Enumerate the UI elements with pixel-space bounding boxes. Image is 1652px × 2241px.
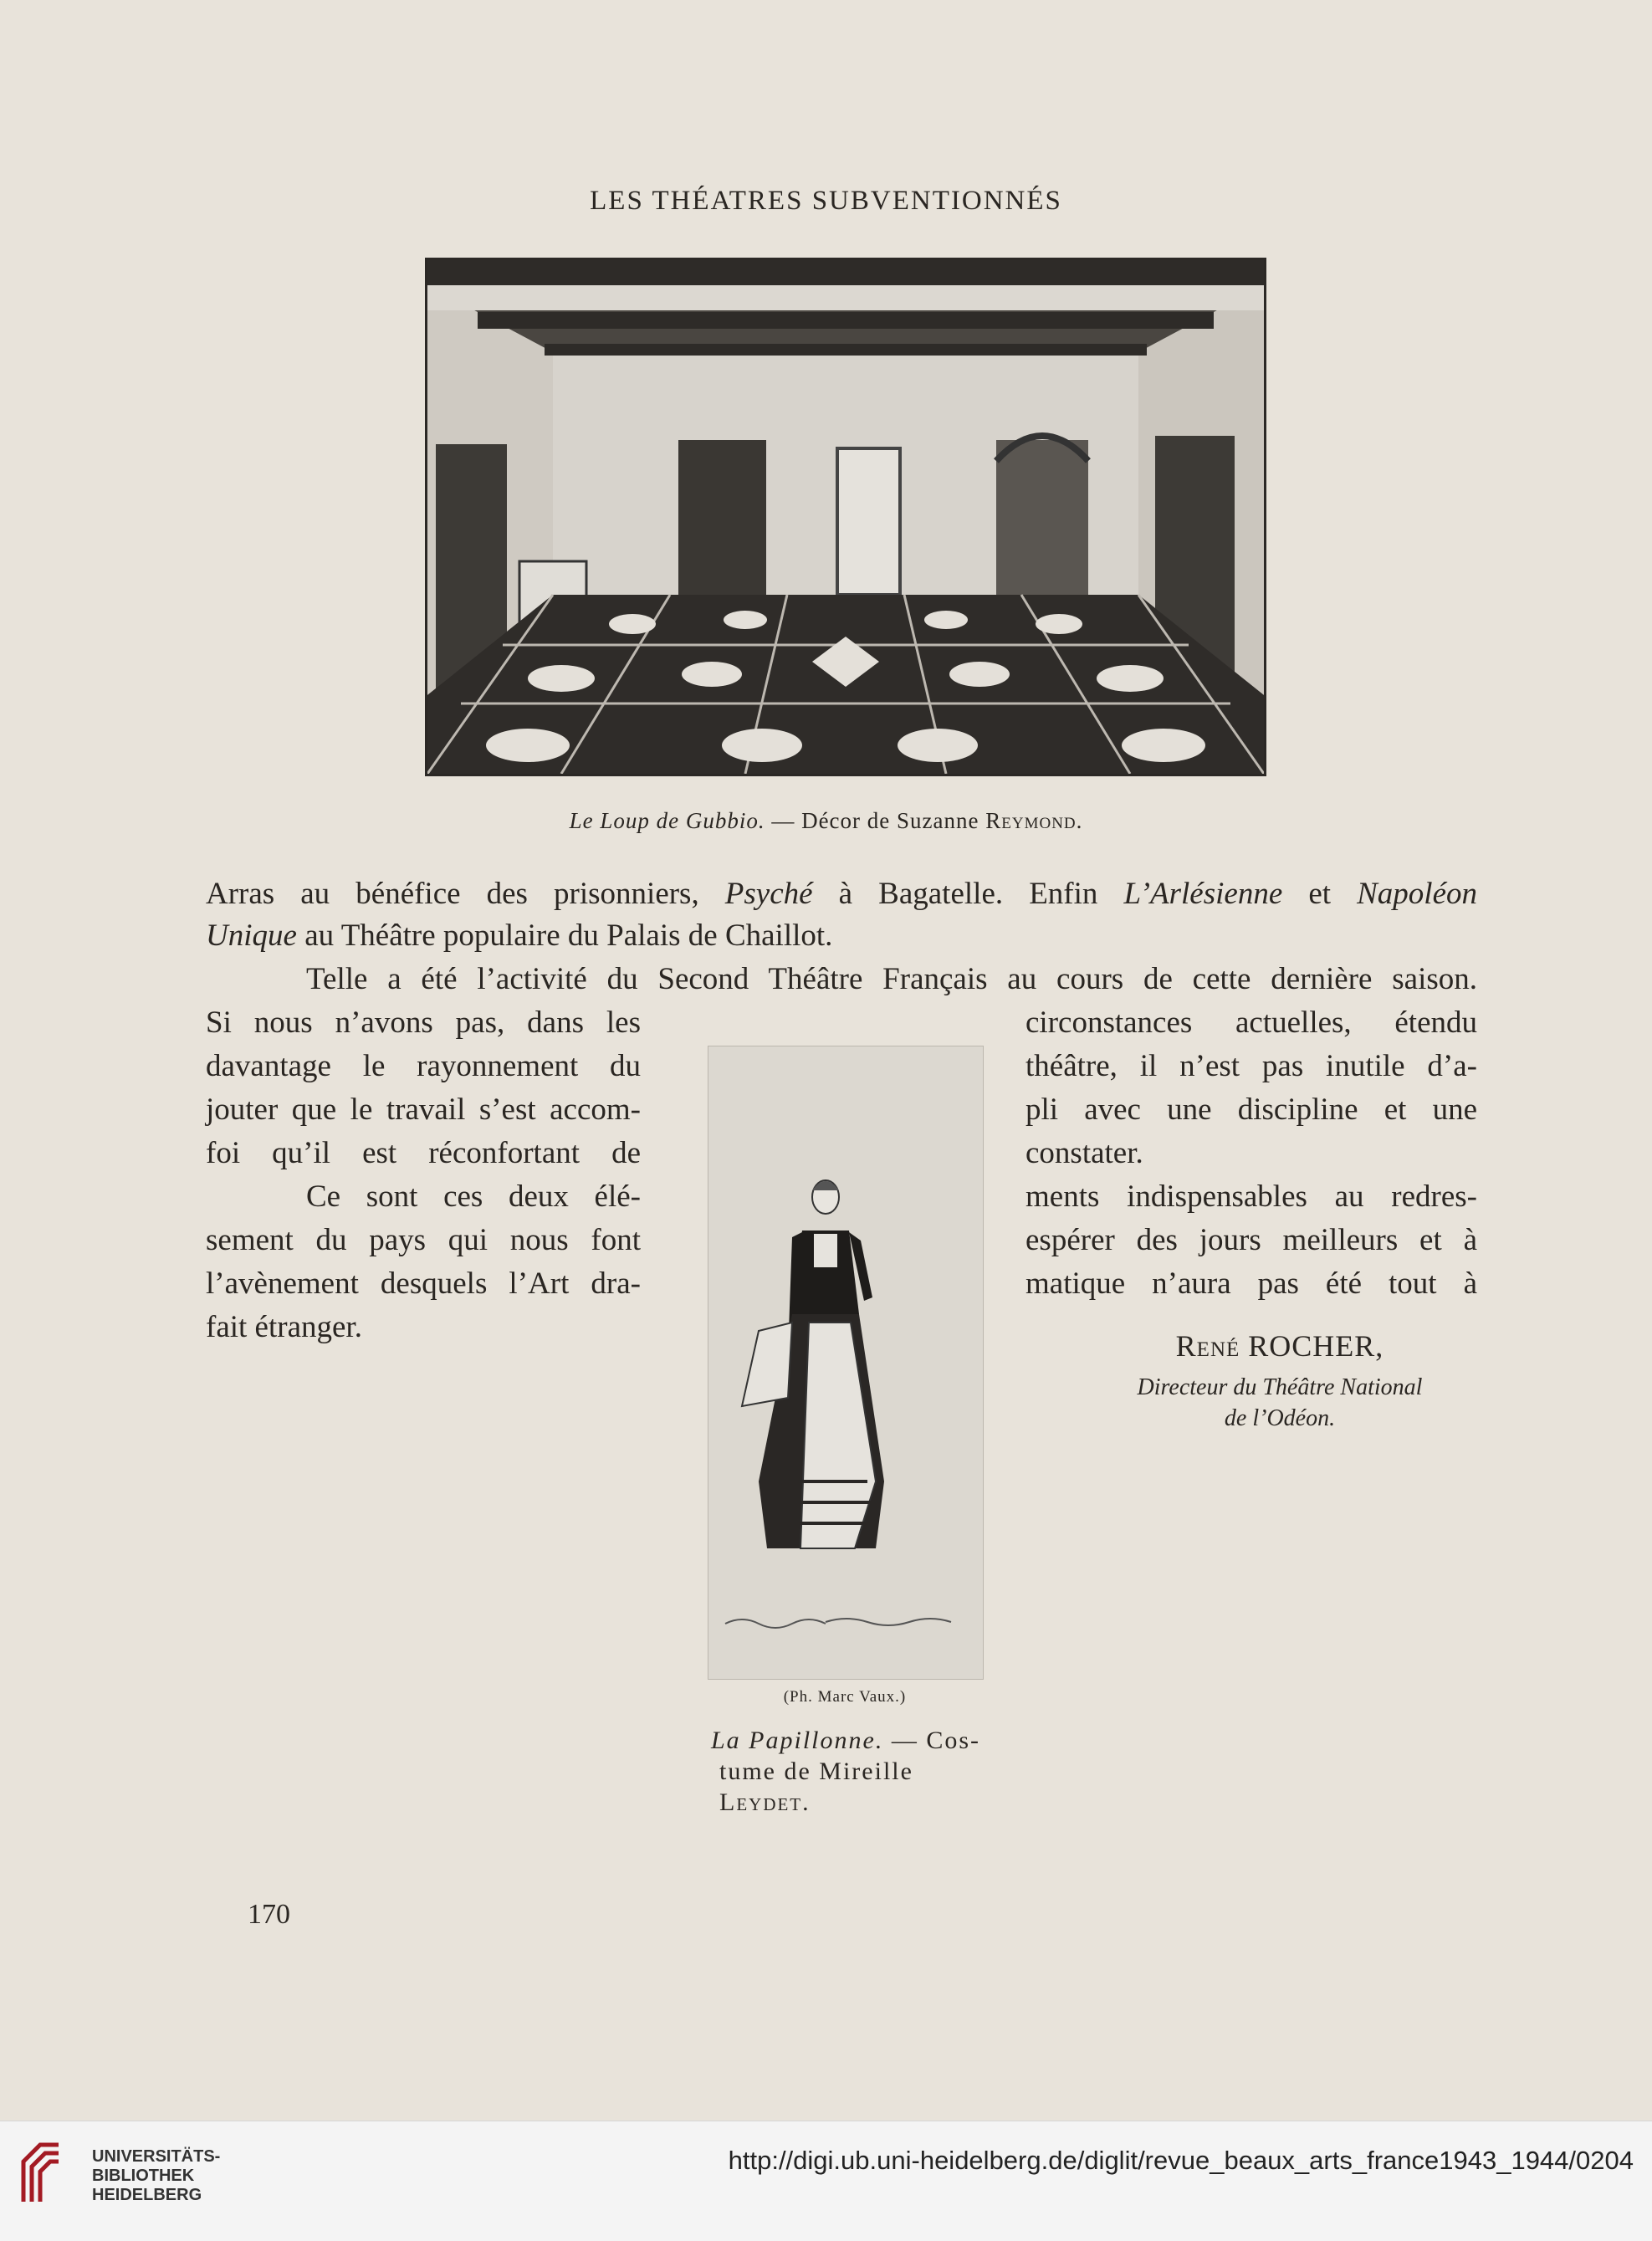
decor-illustration — [425, 258, 1266, 776]
author-last-name: ROCHER, — [1240, 1329, 1384, 1363]
right-column-line: circonstances actuelles, étendu — [1025, 1005, 1477, 1040]
figure-caption — [0, 808, 1652, 834]
text-run-italic: Unique — [206, 918, 297, 953]
right-column-line: espérer des jours meilleurs et à — [1025, 1223, 1477, 1257]
costume-drawing — [708, 1046, 983, 1679]
library-logo-icon — [20, 2136, 62, 2205]
caption-end: . — [1076, 808, 1083, 833]
caption-line — [711, 1725, 987, 1756]
caption-line — [711, 1787, 987, 1818]
paragraph-line: Telle a été l’activité du Second Théâtre Français au cours de cette dernière saison. — [306, 962, 1477, 996]
figure-caption — [711, 1725, 987, 1818]
left-column-line: Ce sont ces deux élé- — [306, 1179, 641, 1214]
author-role — [1037, 1372, 1522, 1434]
permalink-url[interactable]: http://digi.ub.uni-heidelberg.de/diglit/revue_beaux_arts_france1943_1944/0204 — [728, 2146, 1634, 2175]
left-column-line: fait étranger. — [206, 1310, 362, 1344]
costume-illustration — [708, 1046, 984, 1680]
text-run: Arras au bénéfice des prisonniers, — [206, 877, 725, 911]
right-column-line: théâtre, il n’est pas inutile d’a- — [1025, 1049, 1477, 1083]
paragraph-line — [206, 873, 1477, 915]
left-column-line: davantage le rayonnement du — [206, 1049, 641, 1083]
right-column-line: ments indispensables au redres- — [1025, 1179, 1477, 1214]
caption-name: Reymond — [985, 808, 1077, 833]
caption-line: tume de Mireille — [719, 1757, 913, 1785]
caption-text: — Cos- — [883, 1727, 981, 1754]
text-run: et — [1282, 877, 1358, 911]
institution-name — [92, 2147, 220, 2205]
caption-title: La Papillonne. — [711, 1727, 884, 1754]
decor-drawing — [427, 260, 1264, 774]
caption-text: — Décor de Suzanne — [765, 808, 986, 833]
institution-line: HEIDELBERG — [92, 2186, 202, 2204]
text-run: à Bagatelle. Enfin — [812, 877, 1124, 911]
running-title: LES THÉATRES SUBVENTIONNÉS — [590, 186, 1062, 216]
institution-line: UNIVERSITÄTS- — [92, 2147, 221, 2166]
text-run-italic: Napoléon — [1357, 877, 1478, 911]
right-column-line: constater. — [1025, 1136, 1143, 1170]
author-first-name: René — [1175, 1329, 1240, 1363]
page-number: 170 — [248, 1899, 290, 1930]
author-role-line: Directeur du Théâtre National — [1137, 1374, 1423, 1400]
right-column-line: pli avec une discipline et une — [1025, 1092, 1477, 1127]
photo-credit: (Ph. Marc Vaux.) — [783, 1688, 907, 1706]
caption-name: Leydet — [719, 1788, 803, 1816]
text-run-italic: L’Arlésienne — [1123, 877, 1283, 911]
author-signature — [1037, 1328, 1522, 1364]
left-column-line: jouter que le travail s’est accom- — [206, 1092, 641, 1127]
left-column-line: foi qu’il est réconfortant de — [206, 1136, 641, 1170]
text-run: au Théâtre populaire du Palais de Chaillot. — [296, 918, 833, 953]
left-column-line: l’avènement desquels l’Art dra- — [206, 1266, 641, 1301]
paragraph-line — [206, 915, 832, 957]
left-column-line: Si nous n’avons pas, dans les — [206, 1005, 641, 1040]
text-run-italic: Psyché — [724, 877, 813, 911]
caption-end: . — [802, 1788, 811, 1816]
footer-bar — [0, 2121, 1652, 2241]
caption-title: Le Loup de Gubbio. — [569, 808, 765, 833]
author-role-line: de l’Odéon. — [1224, 1405, 1336, 1431]
institution-line: BIBLIOTHEK — [92, 2167, 195, 2185]
left-column-line: sement du pays qui nous font — [206, 1223, 641, 1257]
right-column-line: matique n’aura pas été tout à — [1025, 1266, 1477, 1301]
